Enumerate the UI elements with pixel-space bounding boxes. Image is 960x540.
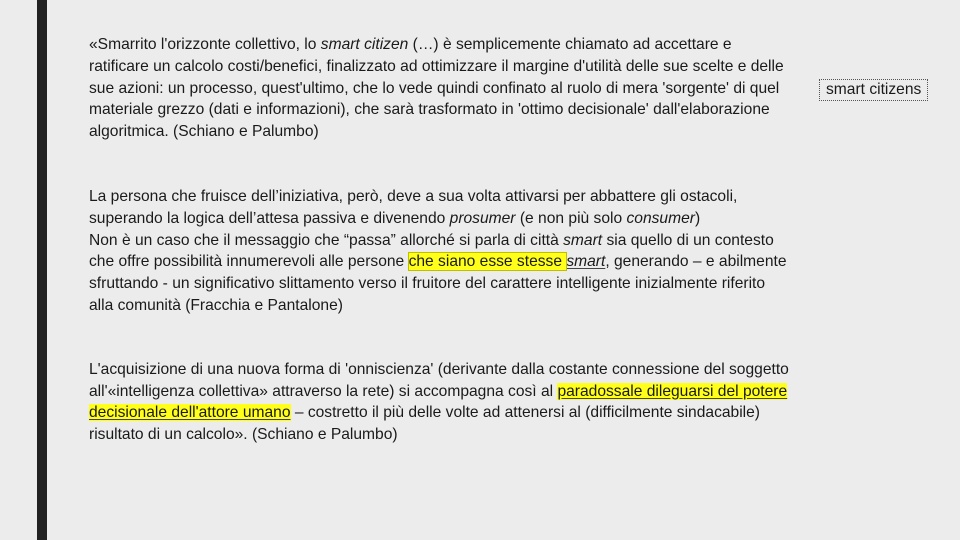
text-span: sia quello di un contesto che offre possibilità innumerevoli alle persone	[89, 231, 774, 271]
italic-term-consumer: consumer	[626, 209, 695, 227]
text-span: – costretto il più delle volte ad attenersi al (difficilmente sindacabile) risultato di un calcolo». (Schiano e Palumbo)	[89, 404, 761, 444]
text-span: )	[694, 209, 701, 227]
highlighted-text: paradossale dileguarsi del potere decisionale dell'attore umano	[89, 382, 788, 422]
text-span: , generando – e abilmente sfruttando - un significativo slittamento verso il fruitore del carattere intelligente inizialmente riferito alla comunità (Fracchia e Pantalone)	[89, 253, 787, 314]
quote-paragraph-3	[89, 359, 789, 446]
side-tag-smart-citizens: smart citizens	[820, 80, 927, 100]
italic-term-smart-citizen: smart citizen	[320, 36, 409, 53]
text-span: La persona che fruisce dell’iniziativa, però, deve a sua volta attivarsi per abbattere gli ostacoli, superando la logica dell’attesa passiva e divenendo	[89, 187, 738, 227]
text-span: (…) è semplicemente chiamato ad accettare e ratificare un calcolo costi/benefici, finalizzato ad ottimizzare il margine d'utilità delle sue scelte e delle sue azioni: un processo, quest'ultimo, che lo vede quindi confinato al ruolo di mera 'sorgente' di quel materiale grezzo (dati e informazioni), che sarà trasformato in 'ottimo decisionale' dall'elaborazione algoritmica. (Schiano e Palumbo)	[89, 36, 784, 141]
italic-term-smart: smart	[563, 231, 603, 249]
quote-paragraph-1	[89, 34, 789, 143]
text-span: L'acquisizione di una nuova forma di 'onniscienza' (derivante dalla costante connessione del soggetto all'«intelligenza collettiva» attraverso la rete) si accompagna così al	[89, 360, 789, 400]
text-span: (e non più solo	[515, 209, 627, 227]
left-accent-bar	[37, 0, 47, 540]
italic-term-prosumer: prosumer	[449, 209, 516, 227]
text-span: Non è un caso che il messaggio che “passa” allorché si parla di città	[89, 231, 564, 249]
highlighted-text: che siano esse stesse	[408, 253, 567, 271]
paragraph-2	[89, 186, 789, 317]
slide-body	[89, 34, 789, 446]
underlined-term-smart: smart	[566, 253, 606, 271]
text-span: «Smarrito l'orizzonte collettivo, lo	[89, 36, 321, 53]
